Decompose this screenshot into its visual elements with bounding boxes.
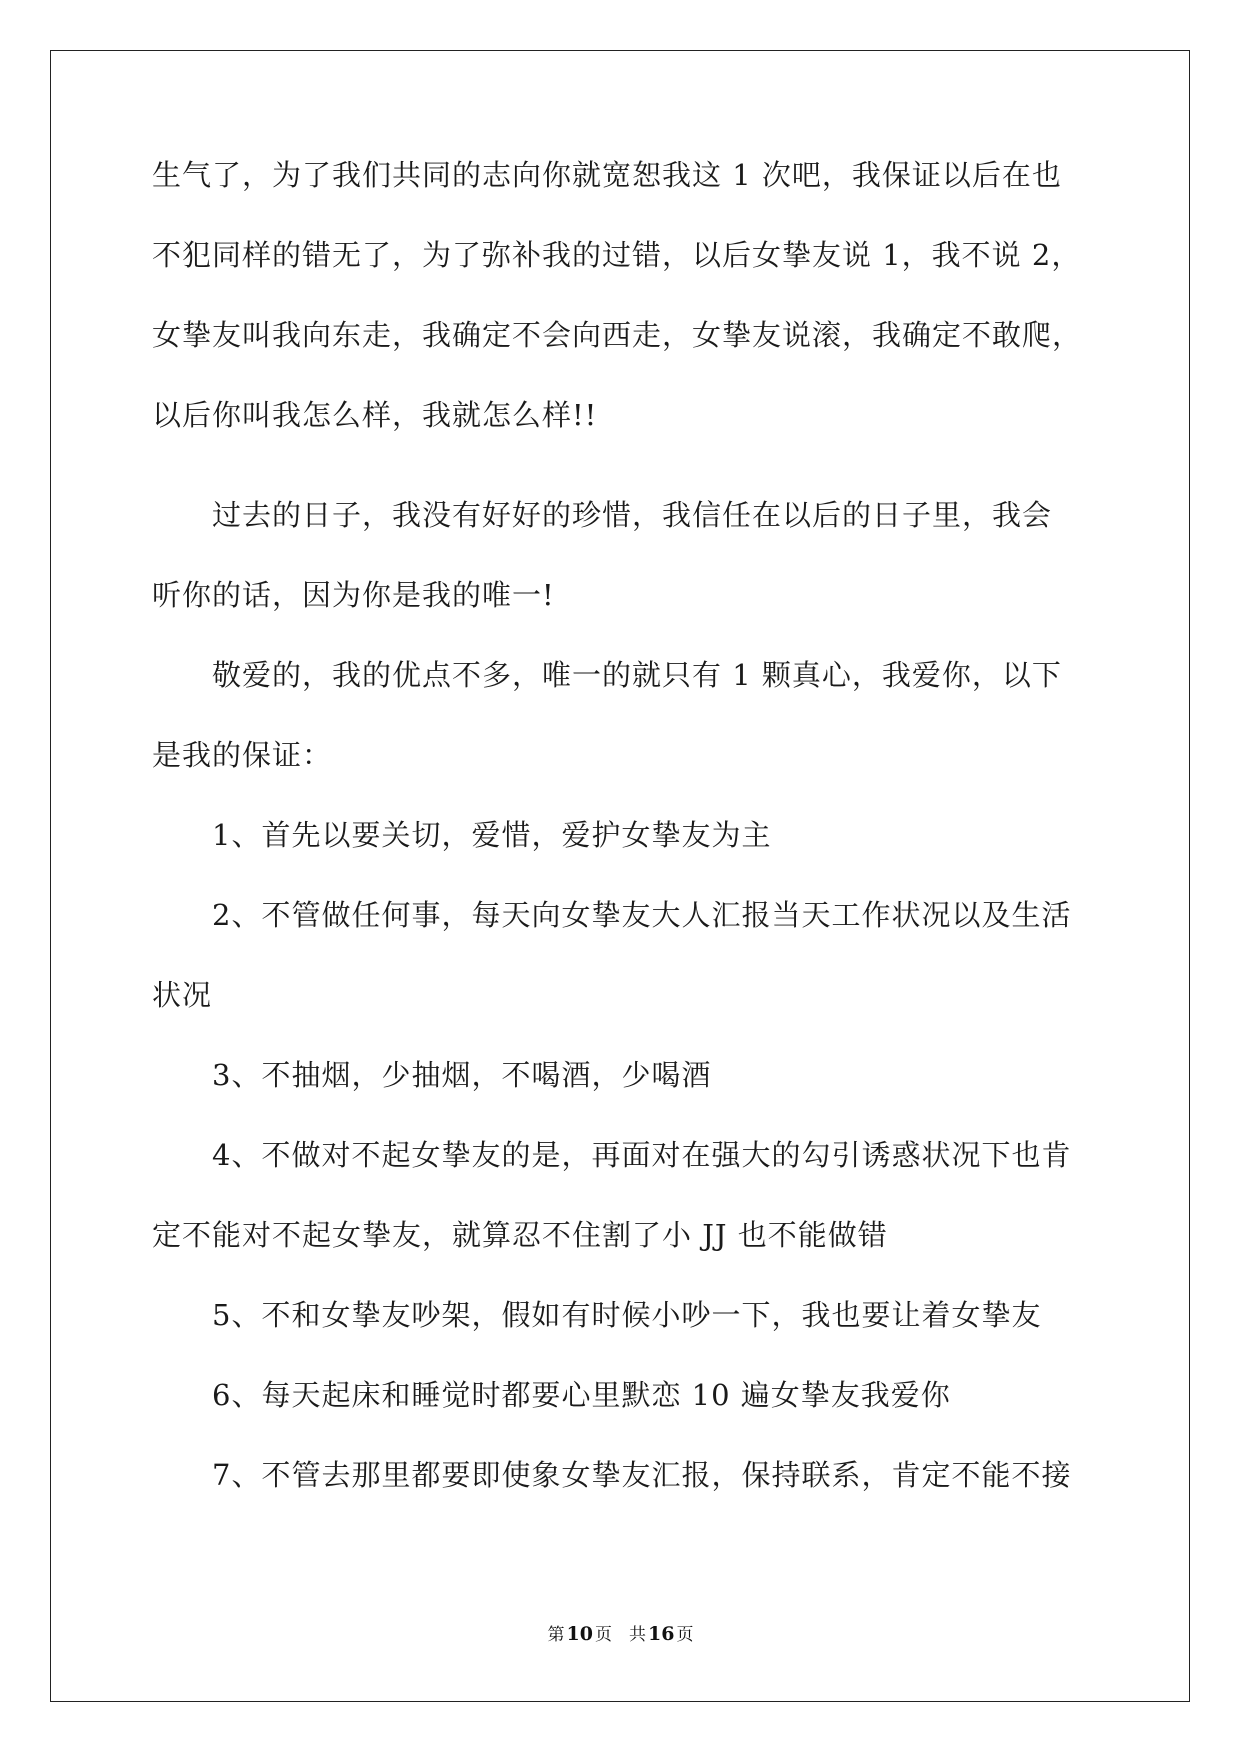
current-page-number: 10 (566, 1623, 593, 1645)
paragraph-line: 敬爱的，我的优点不多，唯一的就只有 1 颗真心，我爱你，以下 (212, 658, 1062, 692)
list-item: 1、首先以要关切，爱惜，爱护女挚友为主 (212, 818, 772, 852)
total-page-number: 16 (648, 1623, 675, 1645)
list-item: 5、不和女挚友吵架，假如有时候小吵一下，我也要让着女挚友 (212, 1298, 1042, 1332)
list-item: 3、不抽烟，少抽烟，不喝酒，少喝酒 (212, 1058, 712, 1092)
text-line: 听你的话，因为你是我的唯一! (152, 578, 555, 612)
page-mid: 页 共 (595, 1625, 646, 1645)
text-line: 不犯同样的错无了，为了弥补我的过错，以后女挚友说 1，我不说 2， (152, 238, 1082, 272)
text-line: 状况 (152, 978, 213, 1012)
text-line: 女挚友叫我向东走，我确定不会向西走，女挚友说滚，我确定不敢爬， (152, 318, 1083, 352)
list-item: 4、不做对不起女挚友的是，再面对在强大的勾引诱惑状况下也肯 (212, 1138, 1072, 1172)
list-item: 6、每天起床和睡觉时都要心里默恋 10 遍女挚友我爱你 (212, 1378, 951, 1412)
page-footer (0, 1622, 1241, 1647)
text-line: 是我的保证： (152, 738, 333, 772)
page-prefix: 第 (547, 1625, 565, 1645)
text-line: 以后你叫我怎么样，我就怎么样!! (152, 398, 598, 432)
text-line: 定不能对不起女挚友，就算忍不住割了小 JJ 也不能做错 (152, 1218, 888, 1252)
paragraph-line: 过去的日子，我没有好好的珍惜，我信任在以后的日子里，我会 (212, 498, 1053, 532)
list-item: 2、不管做任何事，每天向女挚友大人汇报当天工作状况以及生活 (212, 898, 1072, 932)
list-item: 7、不管去那里都要即使象女挚友汇报，保持联系，肯定不能不接 (212, 1458, 1072, 1492)
text-line: 生气了，为了我们共同的志向你就宽恕我这 1 次吧，我保证以后在也 (152, 158, 1062, 192)
page-suffix: 页 (676, 1625, 694, 1645)
